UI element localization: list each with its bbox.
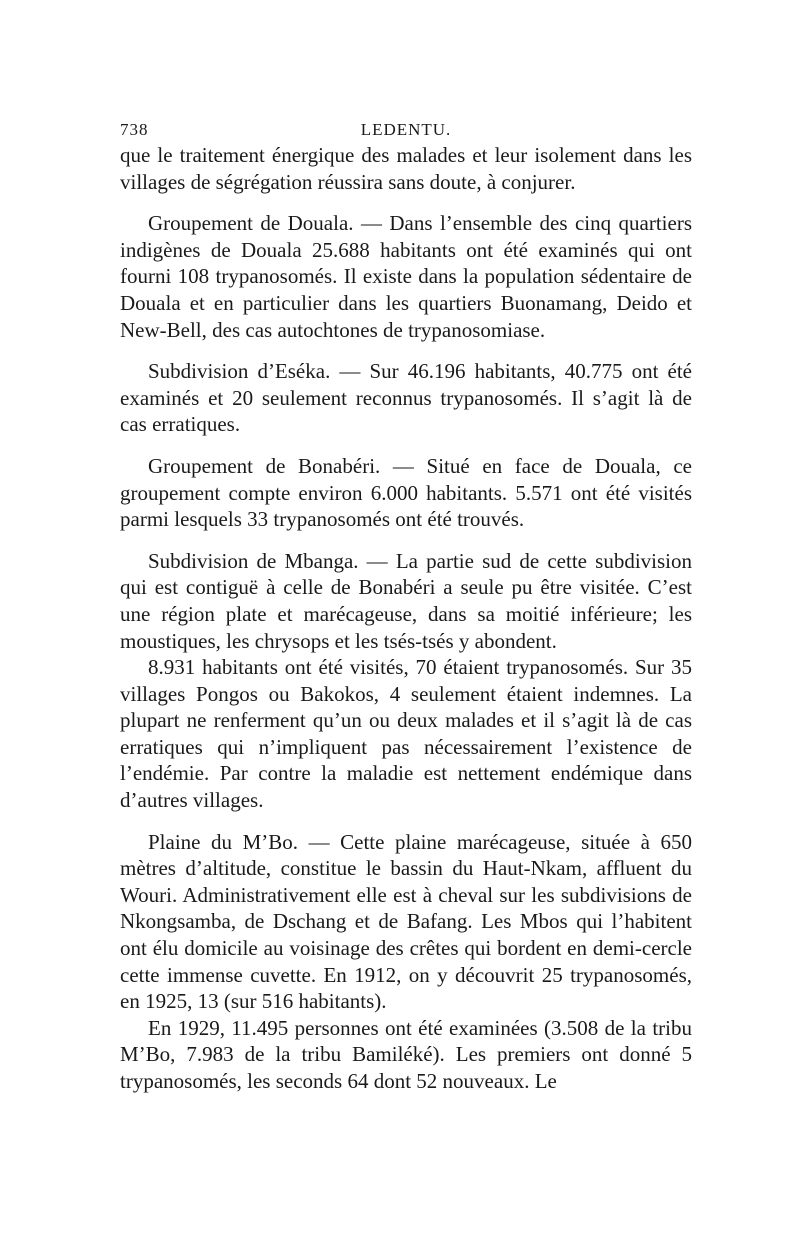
running-title: LEDENTU. bbox=[360, 120, 452, 139]
paragraph-plaine-mbo: Plaine du M’Bo. — Cette plaine marécageuse, située à 650 mètres d’altitude, constitue le bassin du Haut-Nkam, affluent du Wouri. Administrativement elle est à cheval sur les subdivisions de Nkongsamba, de Dschang et de Bafang. Les Mbos qui l’habitent ont élu domicile au voisinage des crêtes qui bordent en demi-cercle cette immense cuvette. En 1912, on y découvrit 25 trypanosomés, en 1925, 13 (sur 516 habitants). bbox=[120, 829, 692, 1014]
page-number: 738 bbox=[120, 120, 149, 139]
paragraph-1929-exam: En 1929, 11.495 personnes ont été examinées (3.508 de la tribu M’Bo, 7.983 de la tribu Bamiléké). Les premiers ont donné 5 trypanosomés, les seconds 64 dont 52 nouveaux. Le bbox=[120, 1015, 692, 1093]
body-text bbox=[120, 142, 692, 1095]
paragraph-bonaberi: Groupement de Bonabéri. — Situé en face de Douala, ce groupement compte environ 6.000 habitants. 5.571 ont été visités parmi lesquels 33 trypanosomés ont été trouvés. bbox=[120, 453, 692, 532]
paragraph-mbanga-stats: 8.931 habitants ont été visités, 70 étaient trypanosomés. Sur 35 villages Pongos ou Bakokos, 4 seulement étaient indemnes. La plupart ne renferment qu’un ou deux malades et il s’agit là de cas erratiques qui n’impliquent pas nécessairement l’existence de l’endémie. Par contre la maladie est nettement endémique dans d’autres villages. bbox=[120, 655, 692, 813]
book-page bbox=[120, 112, 692, 1095]
paragraph-eseka: Subdivision d’Eséka. — Sur 46.196 habitants, 40.775 ont été examinés et 20 seulement reconnus trypanosomés. Il s’agit là de cas erratiques. bbox=[120, 359, 692, 437]
paragraph-mbanga: Subdivision de Mbanga. — La partie sud de cette subdivision qui est contiguë à celle de Bonabéri a seule pu être visitée. C’est une région plate et marécageuse, dans sa moitié inférieure; les moustiques, les chrysops et les tsés-tsés y abondent. bbox=[120, 548, 692, 653]
paragraph-douala: Groupement de Douala. — Dans l’ensemble des cinq quartiers indigènes de Douala 25.688 habitants ont été examinés qui ont fourni 108 trypanosomés. Il existe dans la population sédentaire de Douala et en particulier dans les quartiers Buonamang, Deido et New-Bell, des cas autochtones de trypanosomiase. bbox=[120, 211, 692, 342]
running-head bbox=[120, 112, 692, 142]
paragraph-continuation: que le traitement énergique des malades et leur isolement dans les villages de ségrégation réussira sans doute, à conjurer. bbox=[120, 143, 692, 194]
